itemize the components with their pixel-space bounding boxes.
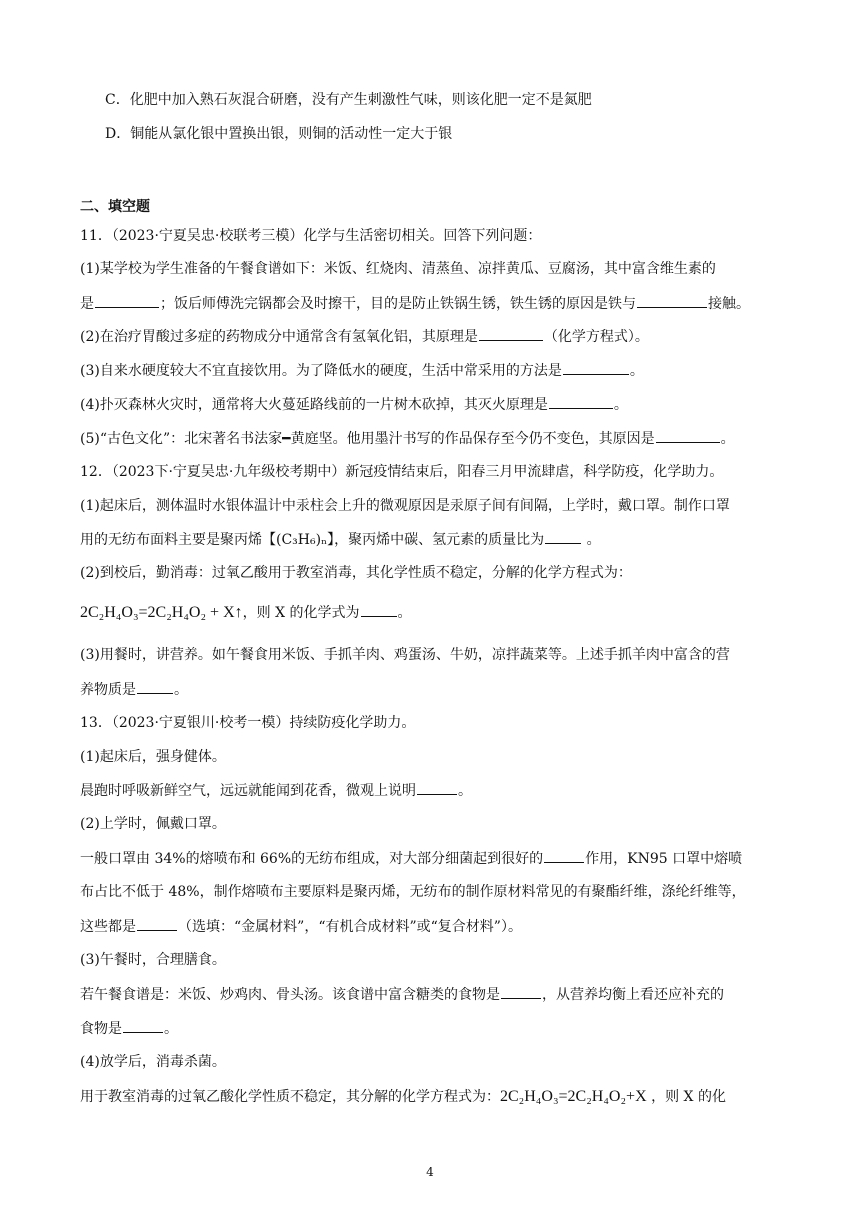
q11-part1-line2: 是 ；饭后师傅洗完锅都会及时擦干，目的是防止铁锅生锈，铁生锈的原因是铁与 接触。 [80, 293, 750, 314]
q13-sub2-line2: 布占比不低于 48%，制作熔喷布主要原料是聚丙烯，无纺布的制作原材料常见的有聚酯纤维，涤纶纤维等， [80, 884, 746, 900]
page-number: 4 [426, 1165, 434, 1179]
q13-sub1: (1)起床后，强身健体。 [80, 749, 226, 765]
q13-sub3-line1: 若午餐食谱是：米饭、炒鸡肉、骨头汤。该食谱中富含糖类的食物是 ，从营养均衡上看还应补充的 [80, 984, 724, 1005]
q12-part2-line2: 2C₂H₄O₃=2C₂H₄O₂ + X↑，则 X 的化学式为 。 [80, 604, 412, 621]
answer-blank[interactable] [137, 916, 177, 931]
answer-blank[interactable] [656, 428, 720, 443]
q11-part2: (2)在治疗胃酸过多症的药物成分中通常含有氢氧化铝，其原理是 （化学方程式）。 [80, 326, 649, 347]
q13-sub1-question: 晨跑时呼吸新鲜空气，远远就能闻到花香，微观上说明 。 [80, 780, 472, 801]
q12-stem: 12．（2023下·宁夏吴忠·九年级校考期中）新冠疫情结束后，阳春三月甲流肆虐，科学防疫，化学助力。 [80, 464, 724, 480]
answer-blank[interactable] [545, 529, 581, 544]
answer-blank[interactable] [501, 984, 541, 999]
chemical-equation: 2C₂H₄O₃=2C₂H₄O₂+X [500, 1088, 647, 1105]
q13-sub2-line3: 这些都是 （选填：“金属材料”，“有机合成材料”或“复合材料”）。 [80, 916, 522, 937]
answer-blank[interactable] [637, 293, 707, 308]
option-d: D．铜能从氯化银中置换出银，则铜的活动性一定大于银 [105, 126, 453, 142]
q12-part3-line1: (3)用餐时，讲营养。如午餐食用米饭、手抓羊肉、鸡蛋汤、牛奶，凉拌蔬菜等。上述手抓羊肉中富含的营 [80, 647, 730, 663]
answer-blank[interactable] [137, 679, 173, 694]
section-title: 二、填空题 [80, 199, 150, 215]
chemical-equation: 2C₂H₄O₃=2C₂H₄O₂ + X↑ [80, 604, 243, 621]
answer-blank[interactable] [361, 602, 397, 617]
option-c: C．化肥中加入熟石灰混合研磨，没有产生刺激性气味，则该化肥一定不是氮肥 [105, 92, 592, 108]
answer-blank[interactable] [544, 848, 584, 863]
answer-blank[interactable] [95, 293, 159, 308]
q12-part3-line2: 养物质是 。 [80, 679, 188, 700]
q13-sub2-line1: 一般口罩由 34%的熔喷布和 66%的无纺布组成，对大部分细菌起到很好的 作用，KN95 口罩中熔喷 [80, 848, 742, 869]
answer-blank[interactable] [479, 326, 543, 341]
q13-sub3: (3)午餐时，合理膳食。 [80, 952, 226, 968]
q13-sub2: (2)上学时，佩戴口罩。 [80, 816, 226, 832]
q13-sub4: (4)放学后，消毒杀菌。 [80, 1054, 226, 1070]
q11-part4: (4)扑灭森林火灾时，通常将大火蔓延路线前的一片树木砍掉，其灭火原理是 。 [80, 394, 628, 415]
q11-part1-line1: (1)某学校为学生准备的午餐食谱如下：米饭、红烧肉、清蒸鱼、凉拌黄瓜、豆腐汤，其中富含维生素的 [80, 261, 716, 277]
q11-part5: (5)“古色文化”：北宋著名书法家━黄庭坚。他用墨汁书写的作品保存至今仍不变色，其原因是 。 [80, 428, 735, 449]
q13-sub3-line2: 食物是 。 [80, 1018, 178, 1039]
answer-blank[interactable] [123, 1018, 163, 1033]
answer-blank[interactable] [563, 360, 629, 375]
q11-stem: 11．（2023·宁夏吴忠·校联考三模）化学与生活密切相关。回答下列问题： [80, 228, 542, 244]
q12-part2-line1: (2)到校后，勤消毒：过氧乙酸用于教室消毒，其化学性质不稳定，分解的化学方程式为： [80, 565, 632, 581]
q11-part3: (3)自来水硬度较大不宜直接饮用。为了降低水的硬度，生活中常采用的方法是 。 [80, 360, 644, 381]
q13-sub4-line1: 用于教室消毒的过氧乙酸化学性质不稳定，其分解的化学方程式为：2C₂H₄O₃=2C₂H₄O₂+X ，则 X 的化 [80, 1088, 726, 1105]
q13-stem: 13．（2023·宁夏银川·校考一模）持续防疫化学助力。 [80, 715, 416, 731]
answer-blank[interactable] [417, 780, 457, 795]
q12-part1-line2: 用的无纺布面料主要是聚丙烯【(C₃H₆)ₙ】，聚丙烯中碳、氢元素的质量比为 。 [80, 529, 601, 550]
answer-blank[interactable] [549, 394, 613, 409]
q12-part1-line1: (1)起床后，测体温时水银体温计中汞柱会上升的微观原因是汞原子间有间隔，上学时，戴口罩。制作口罩 [80, 498, 730, 514]
